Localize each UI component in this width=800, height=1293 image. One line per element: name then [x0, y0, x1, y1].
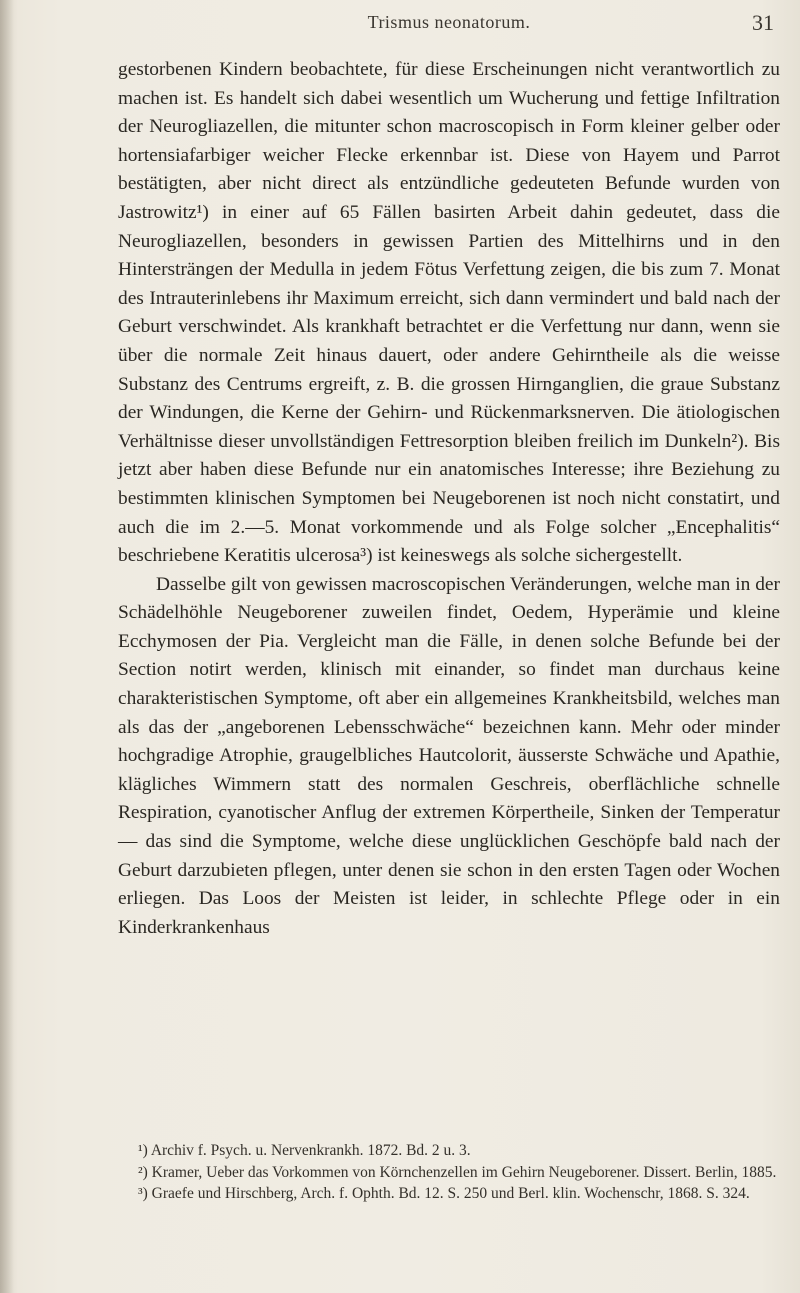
- paragraph-1: gestorbenen Kindern beobachtete, für diese Erscheinungen nicht verantwortlich zu machen ist. Es handelt sich dabei wesentlich um Wucherung und fettige Infiltration der Neurogliazellen, die mitunter schon macroscopisch in Form kleiner gelber oder hortensiafarbiger weicher Flecke erkennbar ist. Diese von Hayem und Parrot bestätigten, aber nicht direct als entzündliche gedeuteten Befunde wurden von Jastrowitz¹) in einer auf 65 Fällen basirten Arbeit dahin gedeutet, dass die Neurogliazellen, besonders in gewissen Partien des Mittelhirns und in den Hintersträngen der Medulla in jedem Fötus Verfettung zeigen, die bis zum 7. Monat des Intrauterinlebens ihr Maximum erreicht, sich dann vermindert und bald nach der Geburt verschwindet. Als krankhaft betrachtet er die Verfettung nur dann, wenn sie über die normale Zeit hinaus dauert, oder andere Gehirntheile als die weisse Substanz des Centrums ergreift, z. B. die grossen Hirnganglien, die graue Substanz der Windungen, die Kerne der Gehirn- und Rückenmarksnerven. Die ätiologischen Verhältnisse dieser unvollständigen Fettresorption bleiben freilich im Dunkeln²). Bis jetzt aber haben diese Befunde nur ein anatomisches Interesse; ihre Beziehung zu bestimmten klinischen Symptomen bei Neugeborenen ist noch nicht constatirt, und auch die im 2.—5. Monat vorkommende und als Folge solcher „Encephalitis“ beschriebene Keratitis ulcerosa³) ist keineswegs als solche sichergestellt.: [118, 59, 780, 567]
- page-gutter-shadow: [0, 0, 14, 1293]
- page-header: [118, 4, 780, 40]
- page-number: 31: [752, 10, 774, 35]
- body-text: [118, 56, 780, 942]
- paragraph-2: Dasselbe gilt von gewissen macroscopischen Veränderungen, welche man in der Schädelhöhle Neugeborener zuweilen findet, Oedem, Hyperämie und kleine Ecchymosen der Pia. Vergleicht man die Fälle, in denen solche Befunde bei der Section notirt werden, klinisch mit einander, so findet man durchaus keine charakteristischen Symptome, oft aber ein allgemeines Krankheitsbild, welches man als das der „angeborenen Lebensschwäche“ bezeichnen kann. Mehr oder minder hochgradige Atrophie, graugelbliches Hautcolorit, äusserste Schwäche und Apathie, klägliches Wimmern statt des normalen Geschreis, oberflächliche schnelle Respiration, cyanotischer Anflug der extremen Körpertheile, Sinken der Temperatur — das sind die Symptome, welche diese unglücklichen Geschöpfe bald nach der Geburt darzubieten pflegen, unter denen sie schon in den ersten Tagen oder Wochen erliegen. Das Loos der Meisten ist leider, in schlechte Pflege oder in ein Kinderkrankenhaus: [118, 573, 780, 938]
- running-title: Trismus neonatorum.: [367, 12, 531, 32]
- footnote-2: ²) Kramer, Ueber das Vorkommen von Körnchenzellen im Gehirn Neugeborener. Dissert. Berlin, 1885.: [138, 1163, 777, 1181]
- footnote-1: ¹) Archiv f. Psych. u. Nervenkrankh. 1872. Bd. 2 u. 3.: [138, 1142, 471, 1159]
- footnotes: [118, 1140, 780, 1205]
- footnote-3: ³) Graefe und Hirschberg, Arch. f. Ophth. Bd. 12. S. 250 und Berl. klin. Wochenschr, 1868. S. 324.: [138, 1185, 750, 1202]
